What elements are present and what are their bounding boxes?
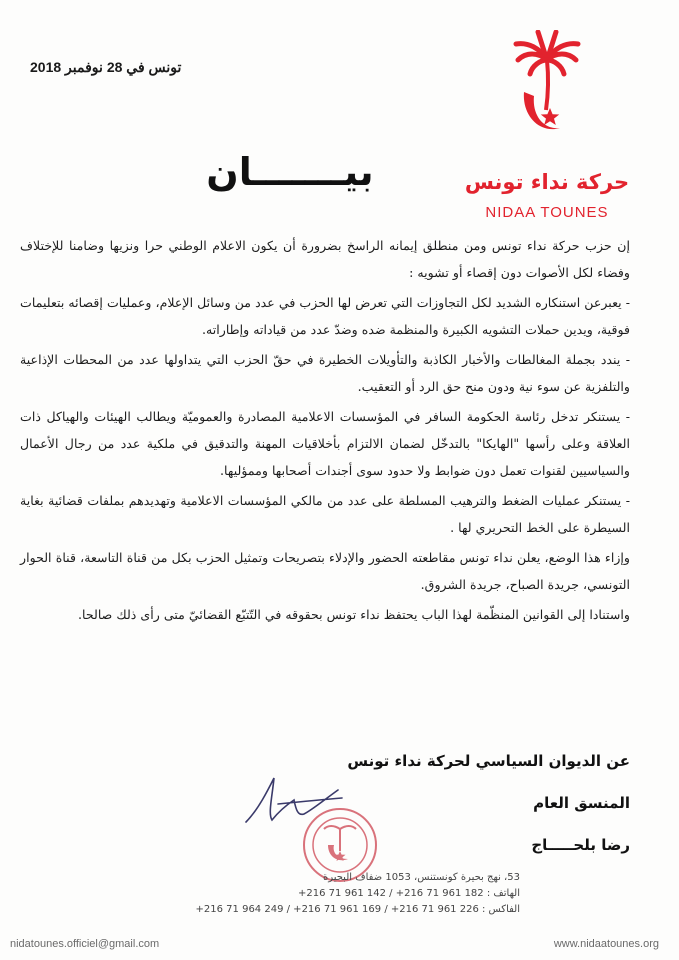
logo-arabic-name: حركة نداء تونس: [464, 170, 630, 194]
point-paragraph: - يستنكر عمليات الضغط والترهيب المسلطة على عدد من مالكي المؤسسات الاعلامية وتهديدهم بملفات قضائية بغاية السيطرة على الخط التحريري لها .: [20, 493, 630, 535]
footer-email: nidatounes.officiel@gmail.com: [10, 938, 160, 950]
party-logo: [462, 30, 632, 221]
legal-paragraph: واستنادا إلى القوانين المنظّمة لهذا الباب يحتفظ نداء تونس بحقوقه في التّتبّع القضائيّ متى رأى ذلك صالحا.: [78, 607, 630, 622]
point-paragraph: - يعبرعن استنكاره الشديد لكل التجاوزات التي تعرض لها الحزب في عدد من وسائل الإعلام، وعمليات إقصائه بتعليمات فوقية، ويدين حملات التشويه الكبيرة والمنظمة ضده وضدّ عدد من قياداته وإطاراته.: [20, 295, 630, 337]
signature-name: رضا بلحـــــاج: [531, 836, 630, 854]
fax-numbers: الفاكس : 226 961 71 216+ / 169 961 71 216+ / 249 964 71 216+: [195, 904, 520, 915]
signature-office: عن الديوان السياسي لحركة نداء تونس: [347, 752, 630, 770]
signature-role: المنسق العام: [533, 794, 630, 812]
contact-address: [195, 870, 520, 918]
palm-tree-crescent-star-icon: [510, 30, 584, 140]
boycott-paragraph: وإزاء هذا الوضع، يعلن نداء تونس مقاطعته الحضور والإدلاء بتصريحات وتمثيل الحزب بكل من قناة التاسعة، قناة الحوار التونسي، جريدة الصباح، جريدة الشروق.: [20, 550, 630, 592]
intro-paragraph: إن حزب حركة نداء تونس ومن منطلق إيمانه الراسخ بضرورة أن يكون الاعلام الوطني حرا ونزيها وضامنا للإختلاف وفضاء لكل الأصوات دون إقصاء أو تشويه :: [20, 238, 630, 280]
point-paragraph: - يندد بجملة المغالطات والأخبار الكاذبة والتأويلات الخطيرة في حقّ الحزب التي يتداولها عدد من المحطات الإذاعية والتلفزية عن سوء نية ودون منح حق الرد أو التعقيب.: [20, 352, 630, 394]
street-address: 53، نهج بحيرة كونستنس، 1053 ضفاف البحيرة: [322, 872, 520, 883]
footer-website: www.nidaatounes.org: [553, 938, 659, 950]
point-paragraph: - يستنكر تدخل رئاسة الحكومة السافر في المؤسسات الاعلامية المصادرة والعموميّة ويطالب الهيئات والهياكل ذات العلاقة وعلى رأسها "الهايكا" بالتدخّل لضمان الالتزام بأخلاقيات المهنة والتدقيق في ملكية عدد من رجال الأعمال والسياسيين لقنوات تعمل دون ضوابط ولا حدود سوى أجندات أصحابها وممؤليها.: [20, 409, 630, 478]
statement-title: بيـــــــان: [206, 150, 374, 194]
document-date: تونس في 28 نوفمبر 2018: [30, 59, 182, 75]
phone-numbers: الهاتف : 182 961 71 216+ / 142 961 71 216+: [298, 888, 520, 899]
statement-body: [20, 232, 630, 631]
logo-latin-name: NIDAA TOUNES: [485, 204, 609, 221]
